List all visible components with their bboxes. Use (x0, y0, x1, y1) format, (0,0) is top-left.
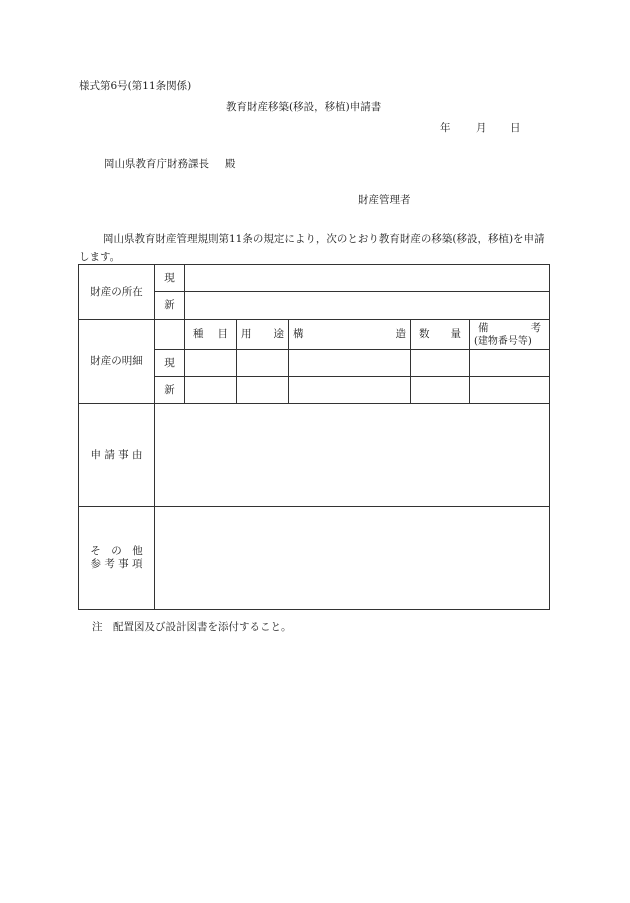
date-year: 年 (440, 122, 451, 134)
details-current-kind[interactable] (185, 350, 237, 377)
details-current-quantity[interactable] (411, 350, 470, 377)
header-structure (289, 320, 411, 350)
header-quantity (411, 320, 470, 350)
form-number: 様式第6号(第11条関係) (79, 80, 192, 92)
addressee (104, 157, 236, 171)
reason-label: 申 請 事 由 (79, 404, 155, 507)
header-remarks (470, 320, 550, 350)
location-new-label: 新 (155, 292, 185, 320)
details-new-label: 新 (155, 377, 185, 404)
details-new-use[interactable] (237, 377, 289, 404)
header-quantity-char1: 数 (419, 328, 430, 340)
details-label: 財産の明細 (79, 320, 155, 404)
header-kind-char1: 種 (193, 328, 204, 340)
application-statement: 岡山県教育財産管理規則第11条の規定により，次のとおり教育財産の移築(移設，移植)を申請します。 (79, 233, 545, 263)
header-kind (185, 320, 237, 350)
details-current-structure[interactable] (289, 350, 411, 377)
header-structure-char2: 造 (395, 328, 406, 340)
document-title: 教育財産移築(移設，移植)申請書 (226, 101, 382, 113)
header-remarks-sub: (建物番号等) (474, 335, 532, 347)
header-structure-char1: 構 (293, 328, 304, 340)
details-current-use[interactable] (237, 350, 289, 377)
reason-row (79, 404, 550, 507)
details-new-quantity[interactable] (411, 377, 470, 404)
header-quantity-char2: 量 (450, 328, 461, 340)
details-header-row (79, 320, 550, 350)
location-current-field[interactable] (185, 265, 550, 292)
header-use (237, 320, 289, 350)
details-current-label: 現 (155, 350, 185, 377)
details-new-remarks[interactable] (470, 377, 550, 404)
location-new-field[interactable] (185, 292, 550, 320)
attachment-note: 注 配置図及び設計図書を添付すること。 (92, 621, 292, 633)
application-table (78, 264, 550, 610)
addressee-name: 岡山県教育庁財務課長 (104, 158, 209, 170)
date-line (440, 121, 521, 135)
header-use-char1: 用 (241, 328, 252, 340)
date-day: 日 (510, 122, 521, 134)
addressee-honorific: 殿 (225, 158, 236, 170)
details-header-blank (155, 320, 185, 350)
other-label-line2: 参 考 事 項 (90, 558, 143, 570)
header-kind-char2: 目 (217, 328, 228, 340)
reason-field[interactable] (155, 404, 550, 507)
header-remarks-char2: 考 (530, 321, 542, 334)
details-new-kind[interactable] (185, 377, 237, 404)
other-label (79, 507, 155, 610)
location-label: 財産の所在 (79, 265, 155, 320)
other-row (79, 507, 550, 610)
date-month: 月 (476, 122, 487, 134)
property-manager: 財産管理者 (358, 194, 411, 206)
details-new-structure[interactable] (289, 377, 411, 404)
header-remarks-char1: 備 (478, 321, 489, 334)
other-label-line1: そ の 他 (90, 545, 143, 557)
location-current-label: 現 (155, 265, 185, 292)
location-current-row (79, 265, 550, 292)
header-use-char2: 途 (273, 328, 284, 340)
details-current-remarks[interactable] (470, 350, 550, 377)
other-field[interactable] (155, 507, 550, 610)
